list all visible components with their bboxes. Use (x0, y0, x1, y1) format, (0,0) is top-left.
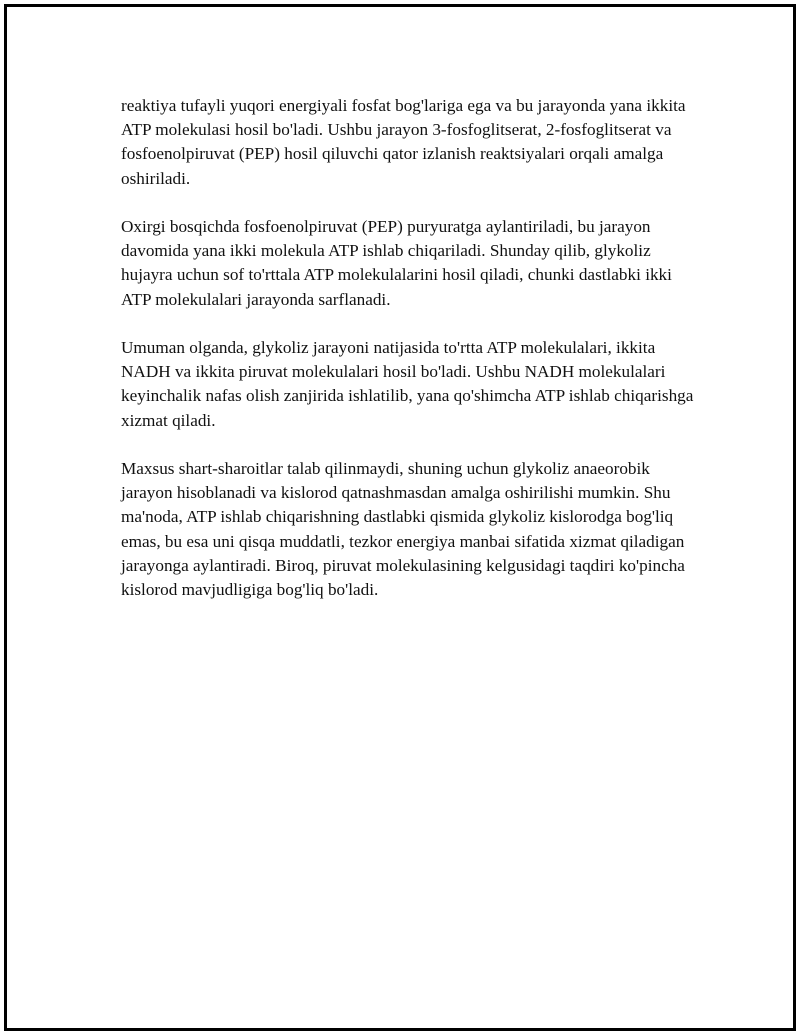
paragraph-4: Maxsus shart-sharoitlar talab qilinmaydi, shuning uchun glykoliz anaeorobik jarayon hisoblanadi va kislorod qatnashmasdan amalga oshirilishi mumkin. Shu ma'noda, ATP ishlab chiqarishning dastlabki qismida glykoliz kislorodga bog'liq emas, bu esa uni qisqa muddatli, tezkor energiya manbai sifatida xizmat qiladigan jarayonga aylantiradi. Biroq, piruvat molekulasining kelgusidagi taqdiri ko'pincha kislorod mavjudligiga bog'liq bo'ladi. (121, 459, 685, 600)
paragraph-3: Umuman olganda, glykoliz jarayoni natijasida to'rtta ATP molekulalari, ikkita NADH va ikkita piruvat molekulalari hosil bo'ladi. Ushbu NADH molekulalari keyinchalik nafas olish zanjirida ishlatilib, yana qo'shimcha ATP ishlab chiqarishga xizmat qiladi. (121, 338, 694, 430)
paragraph-2: Oxirgi bosqichda fosfoenolpiruvat (PEP) puryuratga aylantiriladi, bu jarayon davomida yana ikki molekula ATP ishlab chiqariladi. Shunday qilib, glykoliz hujayra uchun sof to'rttala ATP molekulalarini hosil qiladi, chunki dastlabki ikki ATP molekulalari jarayonda sarflanadi. (121, 217, 672, 309)
document-body (121, 94, 701, 602)
paragraph-1: reaktiya tufayli yuqori energiyali fosfat bog'lariga ega va bu jarayonda yana ikkita ATP molekulasi hosil bo'ladi. Ushbu jarayon 3-fosfoglitserat, 2-fosfoglitserat va fosfoenolpiruvat (PEP) hosil qiluvchi qator izlanish reaktsiyalari orqali amalga oshiriladi. (121, 96, 686, 188)
document-page (4, 4, 796, 1031)
